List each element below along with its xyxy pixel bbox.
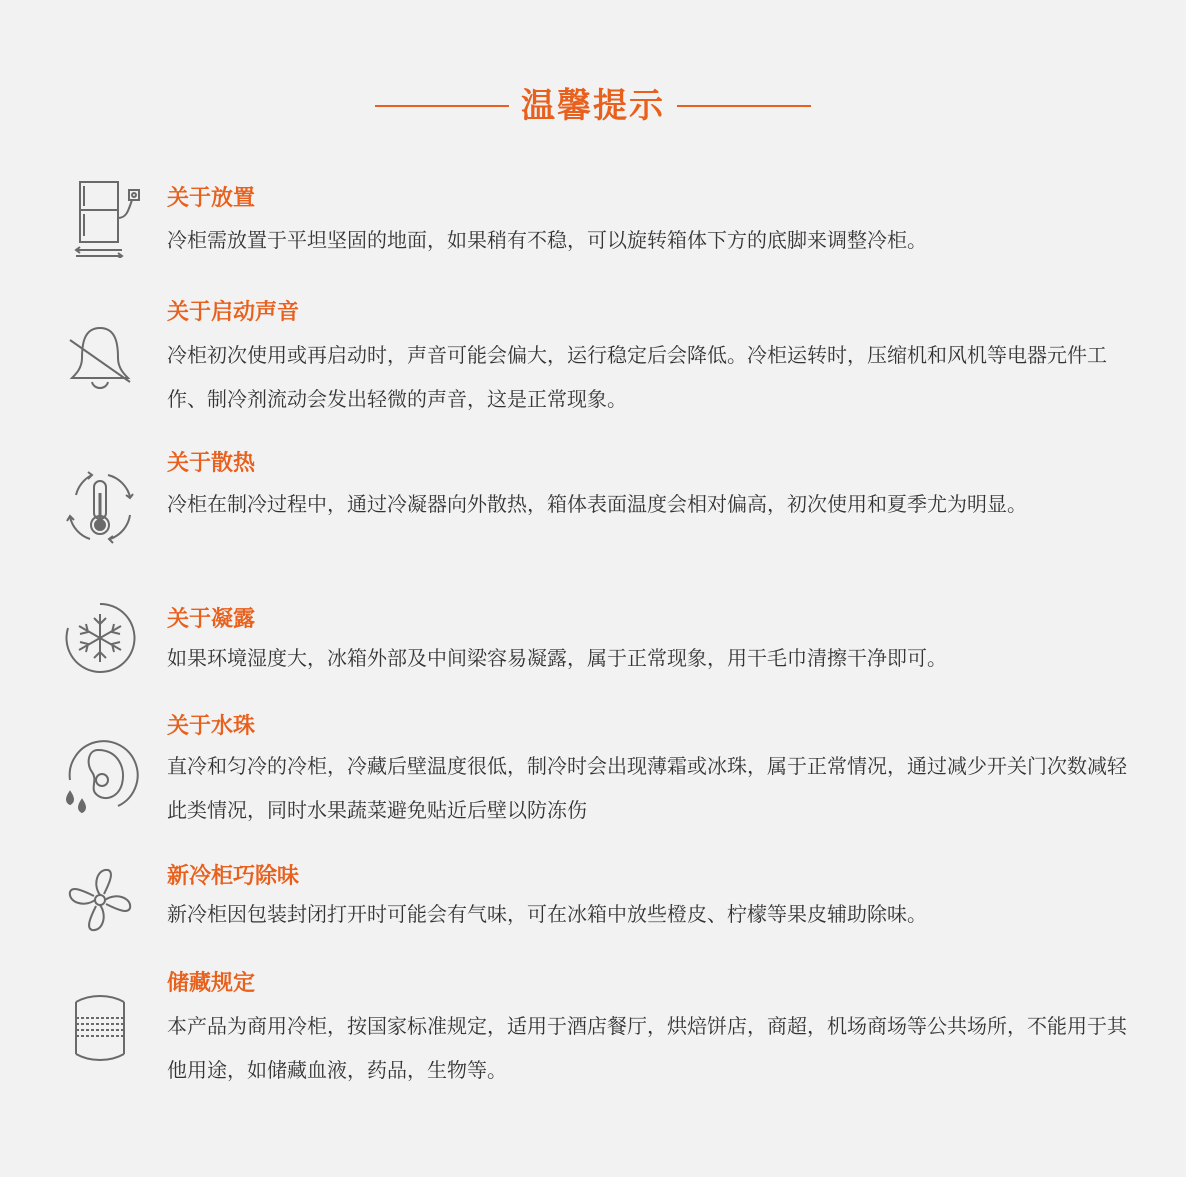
fridge-level-icon [60,178,140,258]
snowflake-icon [60,598,140,678]
fan-icon [60,860,140,940]
tip-heading: 关于凝露 [167,607,256,632]
tip-body: 冷柜初次使用或再启动时，声音可能会偏大，运行稳定后会降低。冷柜运转时，压缩机和风机等电器元件工作、制冷剂流动会发出轻微的声音，这是正常现象。 [167,343,1107,411]
tip-heading: 新冷柜巧除味 [167,864,300,889]
page-title: 温馨提示 [521,86,665,126]
tip-body: 冷柜需放置于平坦坚固的地面，如果稍有不稳，可以旋转箱体下方的底脚来调整冷柜。 [167,228,927,252]
tip-heading: 关于散热 [167,451,256,476]
water-drop-icon [60,736,140,816]
header-rule-right [677,105,811,107]
tip-heading: 关于水珠 [167,714,256,739]
tip-body: 直冷和匀冷的冷柜，冷藏后壁温度很低，制冷时会出现薄霜或冰珠，属于正常情况，通过减少开关门次数减轻此类情况，同时水果蔬菜避免贴近后壁以防冻伤 [167,754,1127,822]
tip-heading: 关于启动声音 [167,300,300,325]
page-header [0,80,1186,132]
tip-body: 新冷柜因包装封闭打开时可能会有气味，可在冰箱中放些橙皮、柠檬等果皮辅助除味。 [167,902,927,926]
bell-muted-icon [60,320,140,400]
tip-body: 本产品为商用冷柜，按国家标准规定，适用于酒店餐厅，烘焙饼店，商超，机场商场等公共场所，不能用于其他用途，如储藏血液，药品，生物等。 [167,1014,1127,1082]
header-rule-left [375,105,509,107]
thermometer-cycle-icon [60,467,140,547]
tip-body: 如果环境湿度大，冰箱外部及中间梁容易凝露，属于正常现象，用干毛巾清擦干净即可。 [167,646,947,670]
storage-box-icon [60,988,140,1068]
tip-body: 冷柜在制冷过程中，通过冷凝器向外散热，箱体表面温度会相对偏高，初次使用和夏季尤为明显。 [167,492,1027,516]
tip-heading: 关于放置 [167,186,256,211]
tip-heading: 储藏规定 [167,971,256,996]
